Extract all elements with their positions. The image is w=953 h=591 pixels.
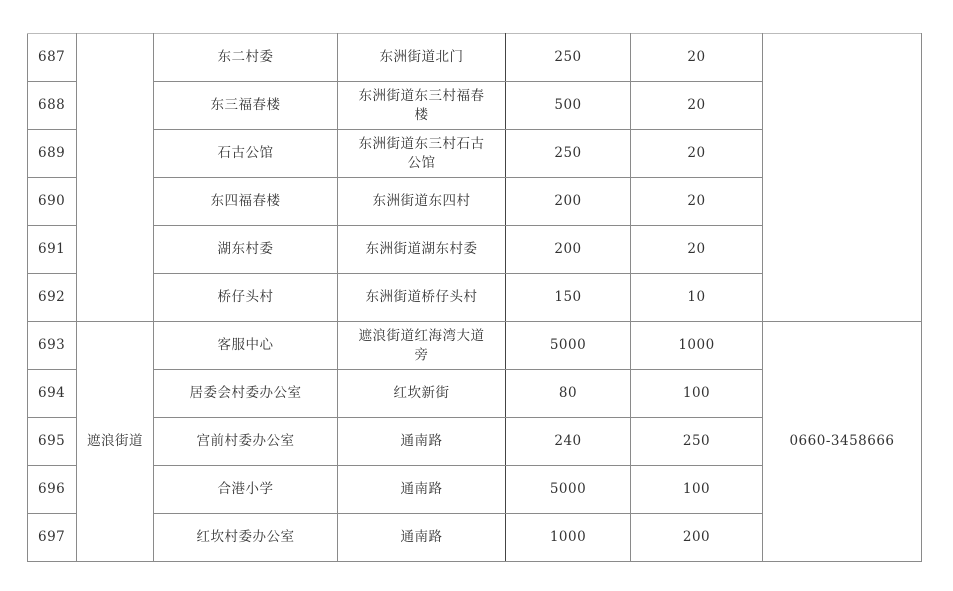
shelter-capacity: 100 [631,370,763,418]
row-number: 694 [28,370,77,418]
shelter-area: 80 [506,370,631,418]
shelter-address: 东洲街道湖东村委 [338,226,506,274]
street-cell-zhelang: 遮浪街道 [77,322,154,562]
shelter-capacity: 250 [631,418,763,466]
shelter-name: 红坎村委办公室 [154,514,338,562]
table-row [28,34,922,82]
shelter-area: 1000 [506,514,631,562]
row-number: 692 [28,274,77,322]
table-row [28,322,922,370]
shelter-name: 合港小学 [154,466,338,514]
shelter-area: 200 [506,226,631,274]
shelter-area: 500 [506,82,631,130]
shelter-name: 客服中心 [154,322,338,370]
row-number: 691 [28,226,77,274]
shelter-name: 居委会村委办公室 [154,370,338,418]
street-cell-dongzhou [77,34,154,322]
shelter-capacity: 20 [631,226,763,274]
row-number: 695 [28,418,77,466]
shelter-area: 150 [506,274,631,322]
shelter-area: 200 [506,178,631,226]
shelter-area: 240 [506,418,631,466]
shelter-area: 250 [506,130,631,178]
shelter-address: 东洲街道东三村石古公馆 [338,130,506,178]
row-number: 697 [28,514,77,562]
phone-cell-dongzhou [763,34,922,322]
shelter-capacity: 100 [631,466,763,514]
shelter-area: 5000 [506,322,631,370]
shelter-name: 东四福春楼 [154,178,338,226]
shelter-address: 通南路 [338,466,506,514]
shelter-capacity: 200 [631,514,763,562]
shelter-table [27,33,922,562]
shelter-name: 桥仔头村 [154,274,338,322]
shelter-name: 东三福春楼 [154,82,338,130]
shelter-address: 东洲街道北门 [338,34,506,82]
shelter-address: 通南路 [338,418,506,466]
row-number: 693 [28,322,77,370]
shelter-address: 遮浪街道红海湾大道旁 [338,322,506,370]
row-number: 690 [28,178,77,226]
shelter-address: 东洲街道东四村 [338,178,506,226]
shelter-address: 红坎新街 [338,370,506,418]
shelter-capacity: 20 [631,82,763,130]
shelter-address: 东洲街道桥仔头村 [338,274,506,322]
phone-cell-zhelang: 0660-3458666 [763,322,922,562]
row-number: 688 [28,82,77,130]
shelter-capacity: 10 [631,274,763,322]
shelter-area: 5000 [506,466,631,514]
shelter-address: 通南路 [338,514,506,562]
row-number: 689 [28,130,77,178]
shelter-capacity: 20 [631,34,763,82]
shelter-address: 东洲街道东三村福春楼 [338,82,506,130]
shelter-area: 250 [506,34,631,82]
shelter-capacity: 20 [631,130,763,178]
shelter-name: 东二村委 [154,34,338,82]
shelter-name: 湖东村委 [154,226,338,274]
row-number: 687 [28,34,77,82]
shelter-name: 石古公馆 [154,130,338,178]
shelter-name: 宫前村委办公室 [154,418,338,466]
shelter-capacity: 20 [631,178,763,226]
shelter-capacity: 1000 [631,322,763,370]
row-number: 696 [28,466,77,514]
